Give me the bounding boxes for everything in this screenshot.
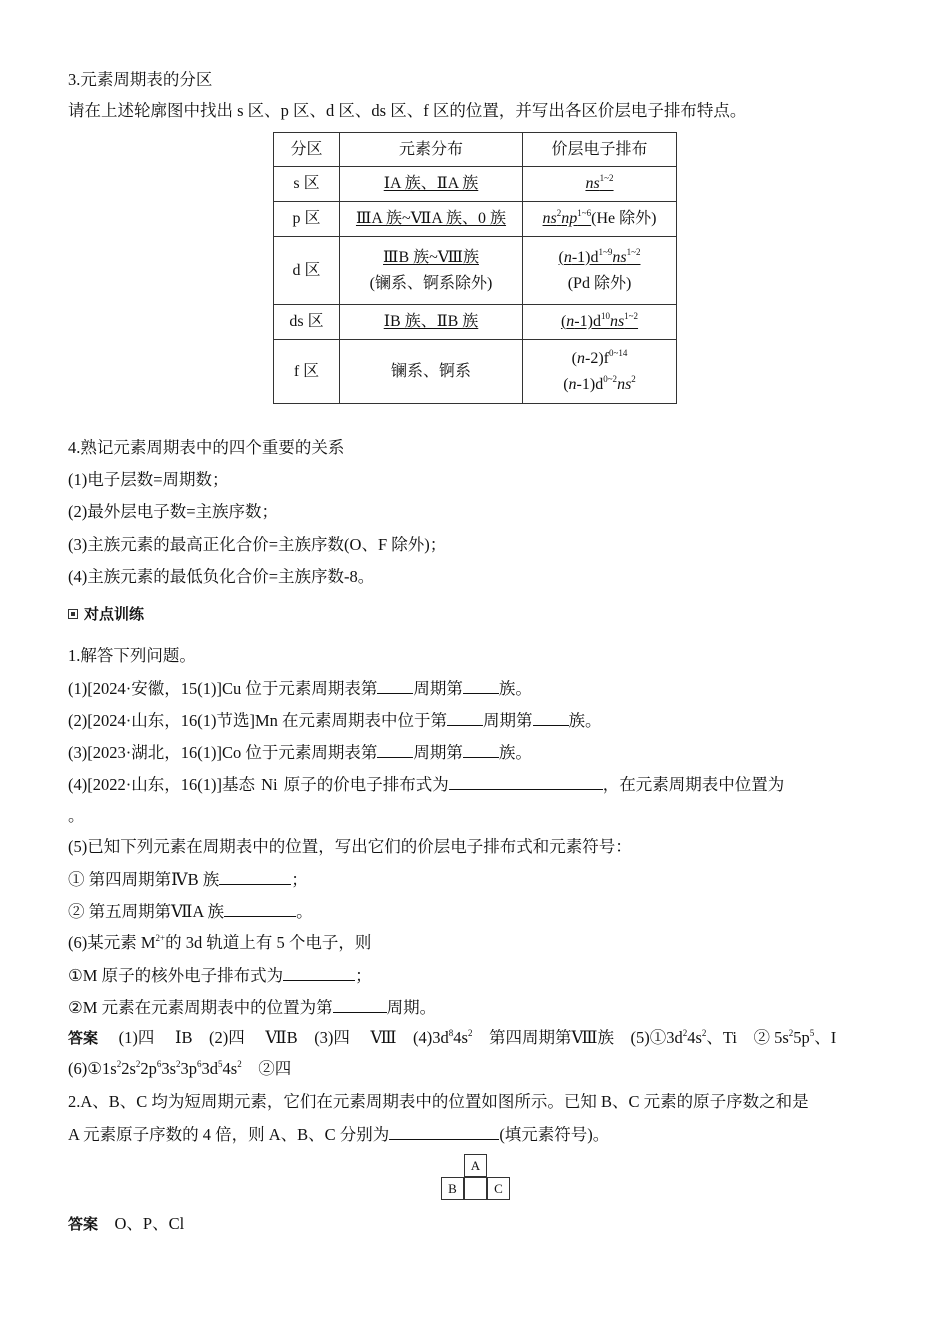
answer1-line2: $(6)①1s^22s^22p^63s^23p^63d^54s^2$ ②四 — [68, 1059, 292, 1078]
distribution-cell: ⅢB 族~Ⅷ族 (镧系、锕系除外) — [340, 237, 523, 305]
distribution-cell: ⅠA 族、ⅡA 族 — [340, 167, 523, 202]
section-marker-icon — [68, 609, 78, 619]
answer2 — [68, 1213, 184, 1235]
table-row — [274, 305, 677, 340]
section4-title: 4.熟记元素周期表中的四个重要的关系 — [68, 438, 345, 457]
zone-cell: p 区 — [274, 202, 340, 237]
question1-part5-item2: ② 第五周期第ⅦA 族 。 — [68, 902, 313, 921]
answer-blank[interactable] — [377, 677, 413, 694]
zone-table — [273, 132, 677, 404]
relation-item: (3)主族元素的最高正化合价=主族序数(O、F 除外)； — [68, 535, 447, 554]
diagram-cell-c: C — [487, 1177, 510, 1200]
config-cell: $ns^{1\sim 2}$ — [523, 167, 677, 202]
config-cell: $ns^2np^{1\sim 6}(He$ 除外) — [523, 202, 677, 237]
answer-blank[interactable] — [449, 773, 603, 790]
section3-instruction: 请在上述轮廓图中找出 s 区、p 区、d 区、ds 区、f 区的位置，并写出各区价层电子排布特点。 — [68, 101, 747, 120]
question1-part5-item1: ① 第四周期第ⅣB 族 ； — [68, 870, 308, 889]
question1-part2: (2)[2024·山东，16(1)节选]Mn 在元素周期表中位于第 周期第 族。 — [68, 711, 602, 730]
answer-blank[interactable] — [377, 741, 413, 758]
answer-blank[interactable] — [219, 868, 291, 885]
answer-label: 答案 — [68, 1029, 99, 1047]
question2-line2: A 元素原子序数的 4 倍，则 A、B、C 分别为 (填元素符号)。 — [68, 1125, 610, 1144]
table-row — [274, 237, 677, 305]
table-row — [274, 340, 677, 404]
section3-title: 3.元素周期表的分区 — [68, 70, 213, 89]
question1-title: 1.解答下列问题。 — [68, 646, 196, 665]
relation-item: (1)电子层数=周期数； — [68, 470, 229, 489]
answer2-text: O、P、Cl — [114, 1214, 185, 1233]
question2-line1: 2.A、B、C 均为短周期元素，它们在元素周期表中的位置如图所示。已知 B、C 元素的原子序数之和是 — [68, 1092, 809, 1111]
answer-blank[interactable] — [533, 709, 569, 726]
question1-part4-end: 。 — [68, 806, 85, 825]
question1-part4: (4)[2022·山东，16(1)]基态 Ni 原子的价电子排布式为 ，在元素周期表中位置为 — [68, 775, 785, 794]
table-header-row — [274, 133, 677, 167]
distribution-cell: ⅠB 族、ⅡB 族 — [340, 305, 523, 340]
zone-cell: ds 区 — [274, 305, 340, 340]
diagram-cell-b: B — [441, 1177, 464, 1200]
answer-blank[interactable] — [463, 741, 499, 758]
table-header: 分区 — [274, 133, 340, 167]
distribution-cell: ⅢA 族~ⅦA 族、0 族 — [340, 202, 523, 237]
question1-part6-item1: ①M 原子的核外电子排布式为 ； — [68, 966, 372, 985]
answer-blank[interactable] — [389, 1123, 499, 1140]
zone-cell: s 区 — [274, 167, 340, 202]
question1-part6: (6)某元素 $M^{2+}$的 3d 轨道上有 5 个电子，则 — [68, 933, 372, 952]
table-row — [274, 202, 677, 237]
answer-blank[interactable] — [283, 964, 355, 981]
distribution-cell: 镧系、锕系 — [340, 340, 523, 404]
table-header: 元素分布 — [340, 133, 523, 167]
config-cell: $(n-1)d^{10}ns^{1\sim 2}$ — [523, 305, 677, 340]
diagram-cell-empty — [464, 1177, 487, 1200]
relation-item: (4)主族元素的最低负化合价=主族序数-8。 — [68, 567, 375, 586]
question1-part1: (1)[2024·安徽，15(1)]Cu 位于元素周期表第 周期第 族。 — [68, 679, 532, 698]
table-header: 价层电子排布 — [523, 133, 677, 167]
table-row — [274, 167, 677, 202]
answer-blank[interactable] — [333, 996, 387, 1013]
diagram-cell-a: A — [464, 1154, 487, 1177]
config-cell: $(n-1)d^{1\sim 9}ns^{1\sim 2}$ (Pd 除外) — [523, 237, 677, 305]
answer-blank[interactable] — [447, 709, 483, 726]
answer-blank[interactable] — [463, 677, 499, 694]
zone-cell: d 区 — [274, 237, 340, 305]
answer-blank[interactable] — [224, 900, 296, 917]
question1-part5: (5)已知下列元素在周期表中的位置，写出它们的价层电子排布式和元素符号： — [68, 837, 632, 856]
answer1-line1: 答案 (1)四 ⅠB (2)四 ⅦB (3)四 Ⅷ $(4)3d^84s^2$ 第四周期第Ⅷ族 $(5)①3d^24s^2$、Ti ② $5s^25p^5$、I — [68, 1028, 837, 1047]
answer-label: 答案 — [68, 1215, 99, 1233]
practice-heading: 对点训练 — [84, 605, 145, 623]
relation-item: (2)最外层电子数=主族序数； — [68, 502, 279, 521]
question1-part3: (3)[2023·湖北，16(1)]Co 位于元素周期表第 周期第 族。 — [68, 743, 532, 762]
config-cell: $(n-2)f^{0\sim 14}$ $(n-1)d^{0\sim 2}ns^2$ — [523, 340, 677, 404]
question1-part6-item2: ②M 元素在元素周期表中的位置为第 周期。 — [68, 998, 437, 1017]
zone-cell: f 区 — [274, 340, 340, 404]
